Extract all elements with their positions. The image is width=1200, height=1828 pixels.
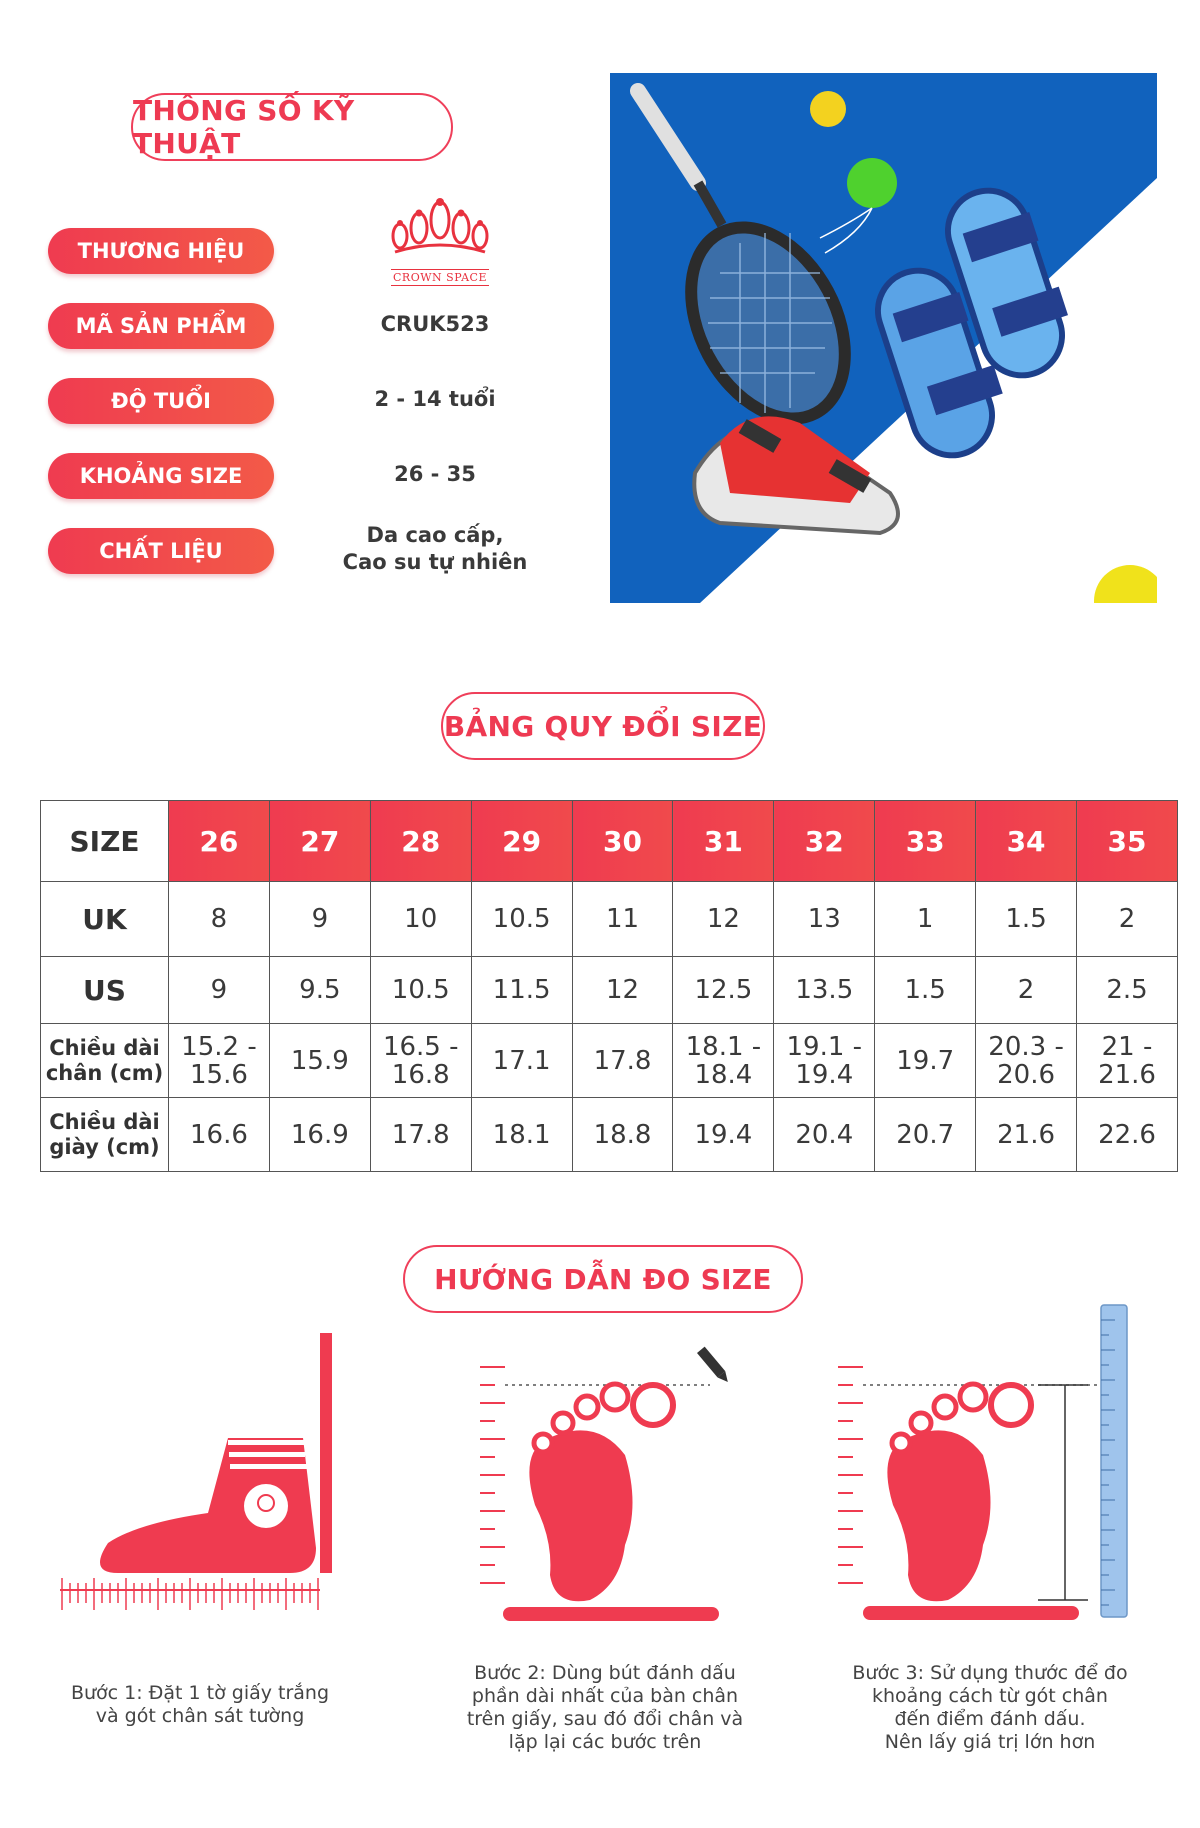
step-2-line-1: Bước 2: Dùng bút đánh dấu (474, 1662, 736, 1684)
table-cell: 16.9 (269, 1098, 370, 1172)
table-row (41, 882, 1178, 957)
size-header-cell: 27 (269, 801, 370, 882)
step-1-text (50, 1682, 350, 1728)
table-cell: 19.7 (875, 1024, 976, 1098)
table-cell: 18.1 (471, 1098, 572, 1172)
table-cell: 1.5 (976, 882, 1077, 957)
step-3-illustration (833, 1300, 1133, 1625)
footprint-icon (887, 1384, 1031, 1601)
table-cell: 2.5 (1077, 957, 1178, 1024)
size-header-cell: 31 (673, 801, 774, 882)
step-2-text (455, 1662, 755, 1754)
step-3-line-1: Bước 3: Sử dụng thước để đo (852, 1662, 1128, 1684)
brand-logo (380, 196, 500, 288)
spec-value-material-line2: Cao su tự nhiên (342, 550, 528, 574)
table-cell: 9.5 (269, 957, 370, 1024)
tennis-ball-icon (847, 158, 897, 208)
step-1-line-2: và gót chân sát tường (95, 1705, 305, 1727)
table-cell: 10.5 (370, 957, 471, 1024)
spec-label-brand: THƯƠNG HIỆU (48, 228, 274, 274)
sock-icon (100, 1438, 316, 1573)
table-cell: 20.4 (774, 1098, 875, 1172)
table-row (41, 801, 1178, 882)
table-row (41, 1024, 1178, 1098)
table-cell: 9 (269, 882, 370, 957)
crown-logo-icon (385, 196, 495, 262)
table-cell: 21.6 (976, 1098, 1077, 1172)
table-cell: 17.8 (572, 1024, 673, 1098)
table-cell: 16.5 - 16.8 (370, 1024, 471, 1098)
table-cell: 11.5 (471, 957, 572, 1024)
size-header-cell: 32 (774, 801, 875, 882)
row-label-us: US (41, 957, 169, 1024)
size-header-cell: 28 (370, 801, 471, 882)
table-cell: 19.1 - 19.4 (774, 1024, 875, 1098)
size-chart-table (40, 800, 1178, 1172)
size-header-cell: 35 (1077, 801, 1178, 882)
table-cell: 20.7 (875, 1098, 976, 1172)
size-chart-title: BẢNG QUY ĐỔI SIZE (441, 692, 765, 760)
step-3-line-4: Nên lấy giá trị lớn hơn (884, 1731, 1096, 1753)
row-label-uk: UK (41, 882, 169, 957)
pencil-icon (697, 1347, 732, 1386)
table-cell: 11 (572, 882, 673, 957)
step-2-line-2: phần dài nhất của bàn chân (471, 1685, 739, 1707)
spec-label-age: ĐỘ TUỔI (48, 378, 274, 424)
table-cell: 10.5 (471, 882, 572, 957)
table-cell: 22.6 (1077, 1098, 1178, 1172)
table-cell: 9 (169, 957, 270, 1024)
table-cell: 12.5 (673, 957, 774, 1024)
row-label-shoe-length: Chiều dài giày (cm) (41, 1098, 169, 1172)
table-cell: 13 (774, 882, 875, 957)
table-cell: 20.3 - 20.6 (976, 1024, 1077, 1098)
table-cell: 18.8 (572, 1098, 673, 1172)
size-header-cell: 33 (875, 801, 976, 882)
step-3-text (835, 1662, 1145, 1754)
size-header-cell: 30 (572, 801, 673, 882)
step-3-line-3: đến điểm đánh dấu. (894, 1708, 1086, 1730)
table-cell: 2 (976, 957, 1077, 1024)
footprint-icon (529, 1384, 673, 1601)
table-cell: 18.1 - 18.4 (673, 1024, 774, 1098)
specs-title: THÔNG SỐ KỸ THUẬT (131, 93, 453, 161)
brand-logo-text: CROWN SPACE (393, 271, 487, 284)
table-cell: 10 (370, 882, 471, 957)
spec-value-material (300, 522, 570, 576)
table-cell: 17.8 (370, 1098, 471, 1172)
row-label-foot-length: Chiều dài chân (cm) (41, 1024, 169, 1098)
table-cell: 17.1 (471, 1024, 572, 1098)
table-row (41, 1098, 1178, 1172)
table-row (41, 957, 1178, 1024)
step-2-line-3: trên giấy, sau đó đổi chân và (466, 1708, 744, 1730)
spec-value-material-line1: Da cao cấp, (366, 523, 504, 547)
table-cell: 15.9 (269, 1024, 370, 1098)
table-cell: 13.5 (774, 957, 875, 1024)
size-header-cell: 34 (976, 801, 1077, 882)
table-cell: 8 (169, 882, 270, 957)
step-1-illustration (58, 1328, 348, 1628)
tennis-ball-icon (810, 91, 846, 127)
ruler-icon (1101, 1305, 1127, 1617)
table-cell: 12 (673, 882, 774, 957)
spec-value-age: 2 - 14 tuổi (374, 387, 496, 411)
table-cell: 2 (1077, 882, 1178, 957)
spec-label-code: MÃ SẢN PHẨM (48, 303, 274, 349)
spec-label-material: CHẤT LIỆU (48, 528, 274, 574)
spec-label-size-range: KHOẢNG SIZE (48, 453, 274, 499)
spec-value-size-range: 26 - 35 (394, 462, 476, 486)
table-cell: 15.2 - 15.6 (169, 1024, 270, 1098)
table-cell: 21 - 21.6 (1077, 1024, 1178, 1098)
table-cell: 19.4 (673, 1098, 774, 1172)
size-header-cell: 29 (471, 801, 572, 882)
step-1-line-1: Bước 1: Đặt 1 tờ giấy trắng (70, 1682, 330, 1704)
guide-title: HƯỚNG DẪN ĐO SIZE (403, 1245, 803, 1313)
table-cell: 16.6 (169, 1098, 270, 1172)
table-cell: 12 (572, 957, 673, 1024)
spec-value-code: CRUK523 (380, 312, 490, 336)
size-header-label: SIZE (41, 801, 169, 882)
table-cell: 1.5 (875, 957, 976, 1024)
step-3-line-2: khoảng cách từ gót chân (872, 1685, 1108, 1707)
product-image (610, 73, 1157, 603)
step-2-illustration (475, 1345, 735, 1625)
table-cell: 1 (875, 882, 976, 957)
step-2-line-4: lặp lại các bước trên (508, 1731, 702, 1753)
size-header-cell: 26 (169, 801, 270, 882)
